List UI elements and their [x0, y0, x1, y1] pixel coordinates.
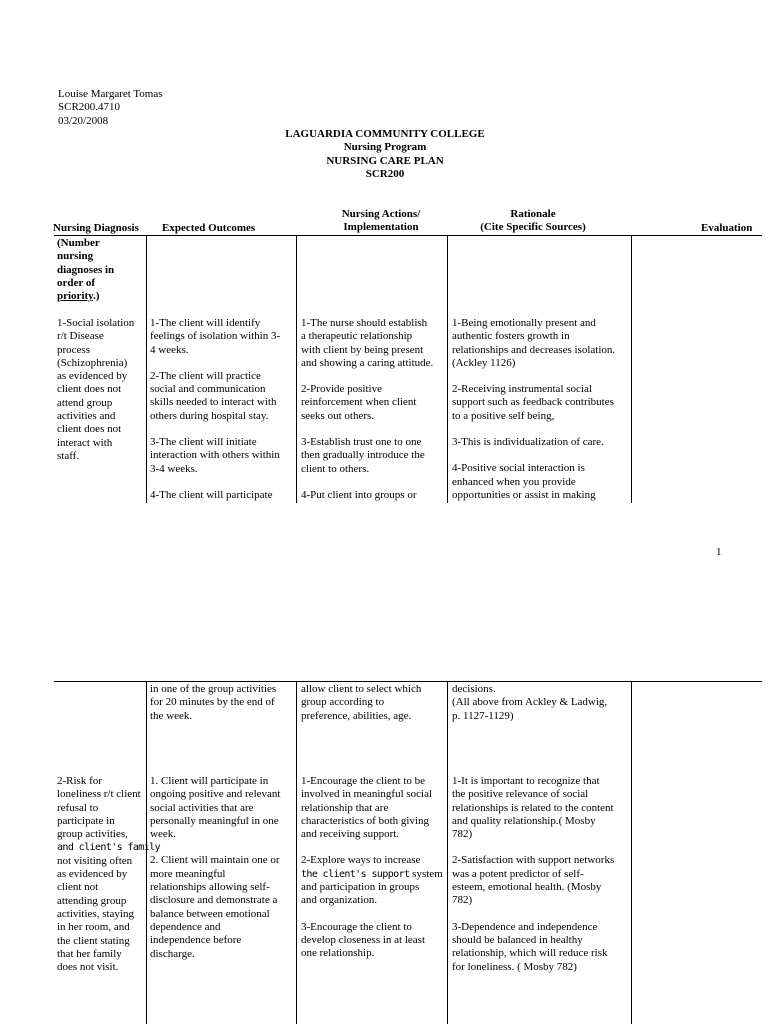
diagnosis-1: 1-Social isolation r/t Disease process (Schizophrenia) as evidenced by client does not attend group activities and client does not interact with staff.	[57, 317, 135, 462]
diagnosis-priority-note	[57, 237, 145, 303]
outcome-item: 1-The client will identify feelings of isolation within 3- 4 weeks.	[150, 317, 281, 356]
header-nursing-actions	[296, 208, 466, 235]
actions-continued: allow client to select which group according to preference, abilities, age.	[301, 683, 422, 722]
page-number: 1	[716, 546, 722, 558]
author-block	[58, 88, 163, 128]
outcome-item: 4-The client will participate	[150, 488, 273, 501]
column-divider	[296, 681, 297, 1024]
action-item: 2-Explore ways to increase	[301, 854, 421, 867]
table-top-border	[54, 681, 762, 682]
program-name: Nursing Program	[343, 141, 427, 154]
outcome-item: 2-The client will practice social and communication skills needed to interact with others during hospital stay.	[150, 369, 277, 422]
diagnosis-2-part: 2-Risk for loneliness r/t client refusal to participate in group activities,	[57, 775, 141, 841]
header-rationale-line2: (Cite Specific Sources)	[480, 221, 586, 234]
outcomes-column-1	[150, 317, 296, 503]
table-top-border	[54, 235, 762, 236]
action-item: 3-Encourage the client to develop closeness in at least one relationship.	[301, 920, 426, 960]
column-divider	[447, 681, 448, 1024]
rationale-continued: decisions. (All above from Ackley & Ladwig, p. 1127-1129)	[452, 683, 608, 722]
title-block	[240, 128, 530, 181]
header-expected-outcomes: Expected Outcomes	[162, 222, 256, 234]
support-phrase: the client's support	[301, 868, 410, 880]
action-item: 3-Establish trust one to one then gradually introduce the client to others.	[301, 436, 425, 475]
course-section: SCR200.4710	[58, 101, 121, 114]
outcome-item: 3-The client will initiate interaction with others within 3-4 weeks.	[150, 436, 280, 475]
action-item: 2-Provide positive reinforcement when client seeks out others.	[301, 383, 417, 422]
header-rationale	[448, 208, 618, 235]
priority-suffix: .)	[93, 290, 100, 303]
outcome-item: 1. Client will participate in ongoing positive and relevant social activities that are personally meaningful in one week.	[150, 775, 281, 841]
rationale-item: 1-Being emotionally present and authentic fosters growth in relationships and decreases isolation. (Ackley 1126)	[452, 317, 616, 369]
column-divider	[447, 235, 448, 503]
header-nursing-diagnosis: Nursing Diagnosis	[53, 222, 139, 234]
diagnosis-2-family-phrase: and client's family	[57, 842, 160, 854]
rationale-item: 2-Receiving instrumental social support such as feedback contributes to a positive self being,	[452, 383, 614, 422]
action-item: 1-The nurse should establish a therapeutic relationship with client by being present and showing a caring attitude.	[301, 317, 434, 369]
actions-column-2	[301, 775, 447, 961]
rationale-item: 1-It is important to recognize that the positive relevance of social relationships is related to the content and quality relationship.( Mosby 782)	[452, 775, 614, 841]
action-item: system and participation in groups and organization.	[301, 867, 443, 907]
outcomes-column-2	[150, 775, 296, 961]
priority-word: priority	[57, 290, 94, 303]
rationale-item: 2-Satisfaction with support networks was a potent predictor of self- esteem, emotional health. (Mosby 782)	[452, 854, 615, 907]
document-date: 03/20/2008	[58, 114, 109, 127]
rationale-column-1	[452, 317, 632, 503]
rationale-column-2	[452, 775, 632, 974]
action-item: 4-Put client into groups or	[301, 488, 417, 501]
document-title: NURSING CARE PLAN	[326, 154, 444, 167]
rationale-item: 4-Positive social interaction is enhanced when you provide opportunities or assist in making	[452, 462, 596, 501]
column-divider	[296, 235, 297, 503]
header-nursing-actions-line1: Nursing Actions/	[341, 208, 421, 220]
course-code: SCR200	[365, 167, 405, 180]
actions-column-1	[301, 317, 447, 503]
rationale-item: 3-Dependence and independence should be balanced in healthy relationship, which will reduce risk for loneliness. ( Mosby 782)	[452, 920, 608, 973]
diagnosis-2	[57, 775, 160, 974]
author-name: Louise Margaret Tomas	[58, 88, 163, 100]
outcomes-continued: in one of the group activities for 20 minutes by the end of the week.	[150, 683, 277, 722]
outcome-item: 2. Client will maintain one or more meaningful relationships allowing self- disclosure and demonstrate a balance between emotional dependence and independence before discharge.	[150, 854, 280, 960]
diagnosis-2-part: not visiting often as evidenced by client not attending group activities, staying in her room, and the client stating that her family does not visit.	[57, 854, 134, 974]
header-nursing-actions-line2: Implementation	[343, 221, 419, 234]
priority-note-text: (Number nursing diagnoses in order of	[57, 237, 115, 289]
college-name: LAGUARDIA COMMUNITY COLLEGE	[285, 128, 485, 140]
header-rationale-line1: Rationale	[510, 208, 556, 220]
action-item: 1-Encourage the client to be involved in meaningful social relationship that are characteristics of both giving and receiving support.	[301, 775, 433, 841]
rationale-item: 3-This is individualization of care.	[452, 436, 604, 449]
header-evaluation: Evaluation	[701, 222, 753, 234]
